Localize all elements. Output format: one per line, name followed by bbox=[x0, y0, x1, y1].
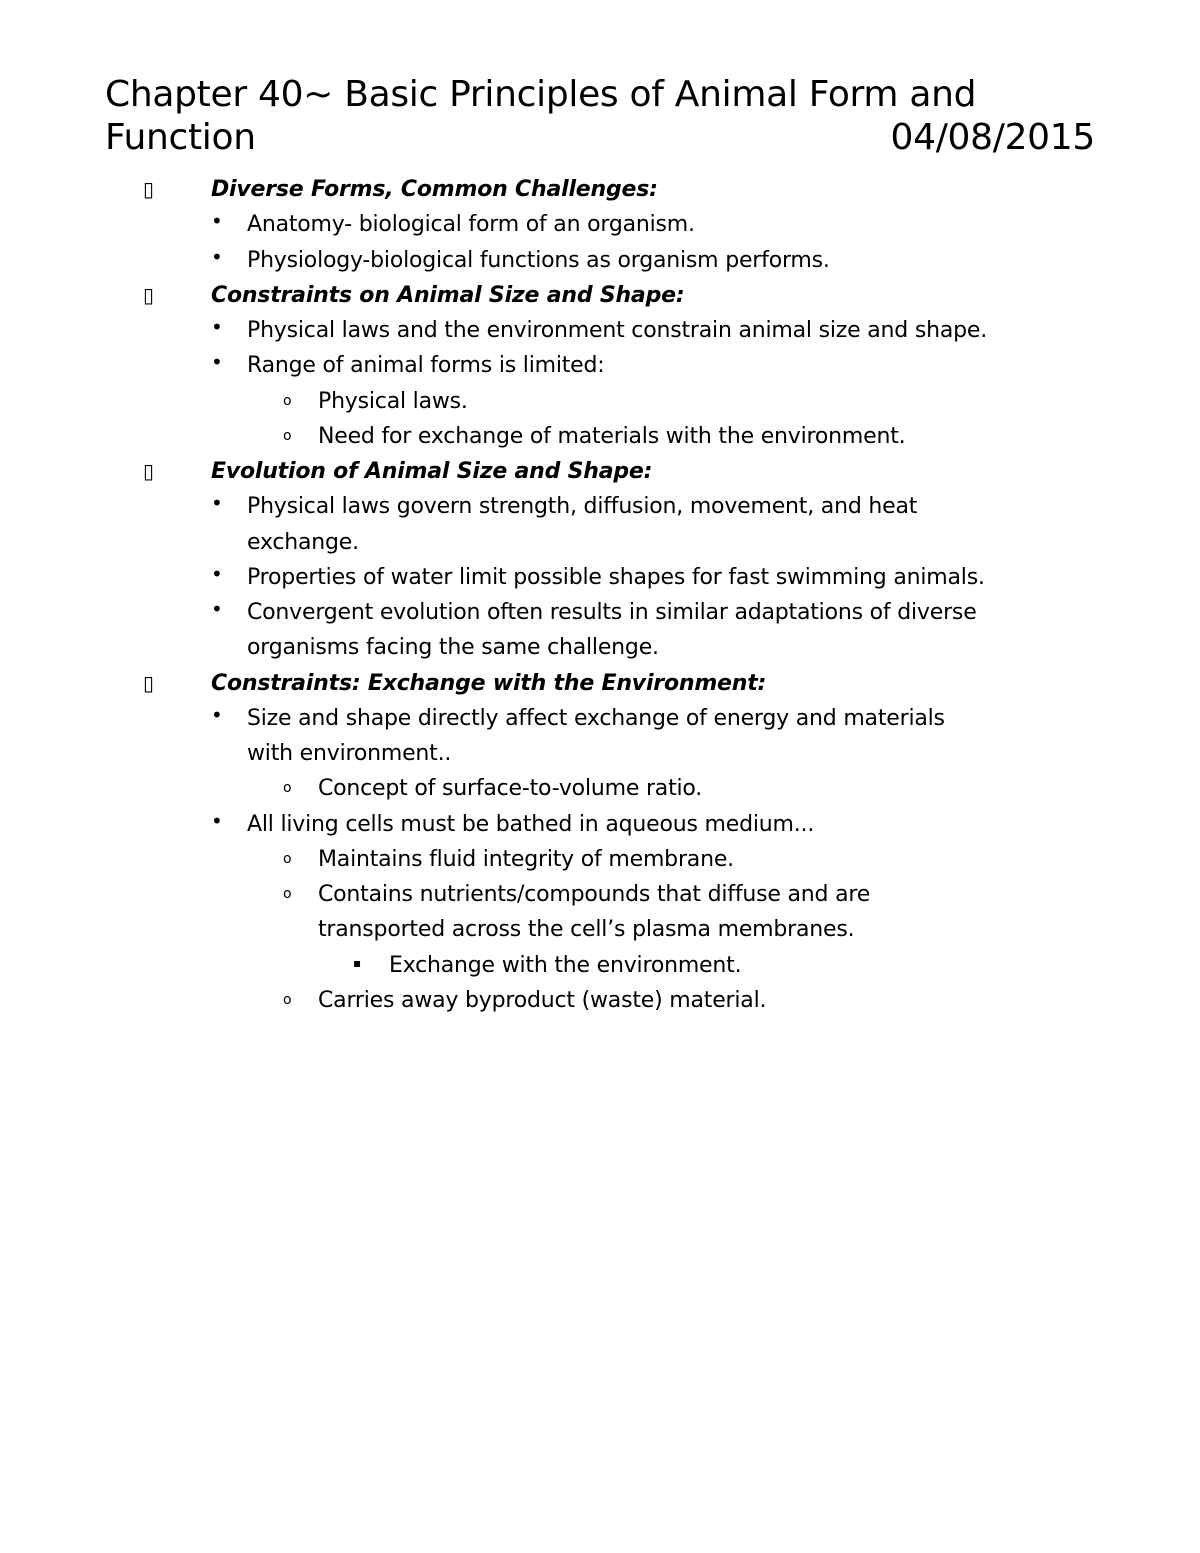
list-item: • Physiology-biological functions as organism performs. bbox=[0, 243, 1200, 278]
list-sub-item: o Physical laws. bbox=[0, 384, 1200, 419]
list-item-continuation: with environment.. bbox=[247, 741, 452, 766]
circle-bullet-icon: o bbox=[283, 427, 292, 444]
section-heading: ▯ Constraints on Animal Size and Shape: bbox=[0, 278, 1200, 313]
list-sub-item: o Concept of surface-to-volume ratio. bbox=[0, 771, 1200, 806]
list-item: • Physical laws govern strength, diffusion, movement, and heat bbox=[0, 489, 1200, 524]
list-sub-item: o Need for exchange of materials with the environment. bbox=[0, 419, 1200, 454]
list-sub-item-continuation: transported across the cell’s plasma membranes. bbox=[318, 917, 855, 943]
section-marker-icon: ▯ bbox=[143, 177, 154, 201]
bullet-icon: • bbox=[211, 244, 223, 269]
list-sub-item: o Contains nutrients/compounds that diffuse and are bbox=[0, 877, 1200, 912]
circle-bullet-icon: o bbox=[283, 886, 292, 902]
circle-bullet-icon: o bbox=[283, 850, 292, 867]
list-item: • Properties of water limit possible shapes for fast swimming animals. bbox=[0, 560, 1200, 595]
section-marker-icon: ▯ bbox=[143, 282, 154, 307]
bullet-icon: • bbox=[211, 597, 223, 621]
section-marker-icon: ▯ bbox=[143, 459, 154, 483]
bullet-icon: • bbox=[211, 491, 223, 516]
list-item: • Physical laws and the environment constrain animal size and shape. bbox=[0, 313, 1200, 348]
list-item: • All living cells must be bathed in aqueous medium... bbox=[0, 807, 1200, 842]
list-sub-item: o Maintains fluid integrity of membrane. bbox=[0, 842, 1200, 877]
list-item: • Range of animal forms is limited: bbox=[0, 348, 1200, 383]
circle-bullet-icon: o bbox=[283, 780, 292, 797]
list-item: • Size and shape directly affect exchange of energy and materials bbox=[0, 701, 1200, 736]
list-item-continuation: organisms facing the same challenge. bbox=[247, 635, 659, 661]
circle-bullet-icon: o bbox=[283, 392, 292, 409]
section-heading: ▯ Constraints: Exchange with the Environment: bbox=[0, 666, 1200, 701]
title-line-1: Chapter 40~ Basic Principles of Animal Form and bbox=[105, 74, 977, 115]
bullet-icon: • bbox=[211, 808, 223, 833]
page-title bbox=[105, 73, 1095, 159]
list-item-continuation: exchange. bbox=[247, 529, 359, 555]
list-sub-sub-item: ▪ Exchange with the environment. bbox=[0, 948, 1200, 983]
section-heading: ▯ Diverse Forms, Common Challenges: bbox=[0, 172, 1200, 207]
list-sub-item: o Carries away byproduct (waste) material. bbox=[0, 983, 1200, 1018]
notes-list bbox=[0, 172, 1200, 1018]
bullet-icon: • bbox=[211, 702, 223, 727]
title-line-2-row bbox=[105, 116, 1095, 159]
bullet-icon: • bbox=[211, 350, 223, 375]
list-item: • Convergent evolution often results in similar adaptations of diverse bbox=[0, 595, 1200, 630]
bullet-icon: • bbox=[211, 561, 223, 586]
bullet-icon: • bbox=[211, 315, 223, 339]
circle-bullet-icon: o bbox=[283, 991, 292, 1008]
square-bullet-icon: ▪ bbox=[353, 955, 361, 970]
section-heading: ▯ Evolution of Animal Size and Shape: bbox=[0, 454, 1200, 489]
section-marker-icon: ▯ bbox=[143, 670, 154, 695]
list-item: • Anatomy- biological form of an organism. bbox=[0, 207, 1200, 242]
note-date: 04/08/2015 bbox=[890, 117, 1095, 158]
bullet-icon: • bbox=[211, 209, 223, 234]
title-line-2: Function bbox=[105, 117, 256, 158]
